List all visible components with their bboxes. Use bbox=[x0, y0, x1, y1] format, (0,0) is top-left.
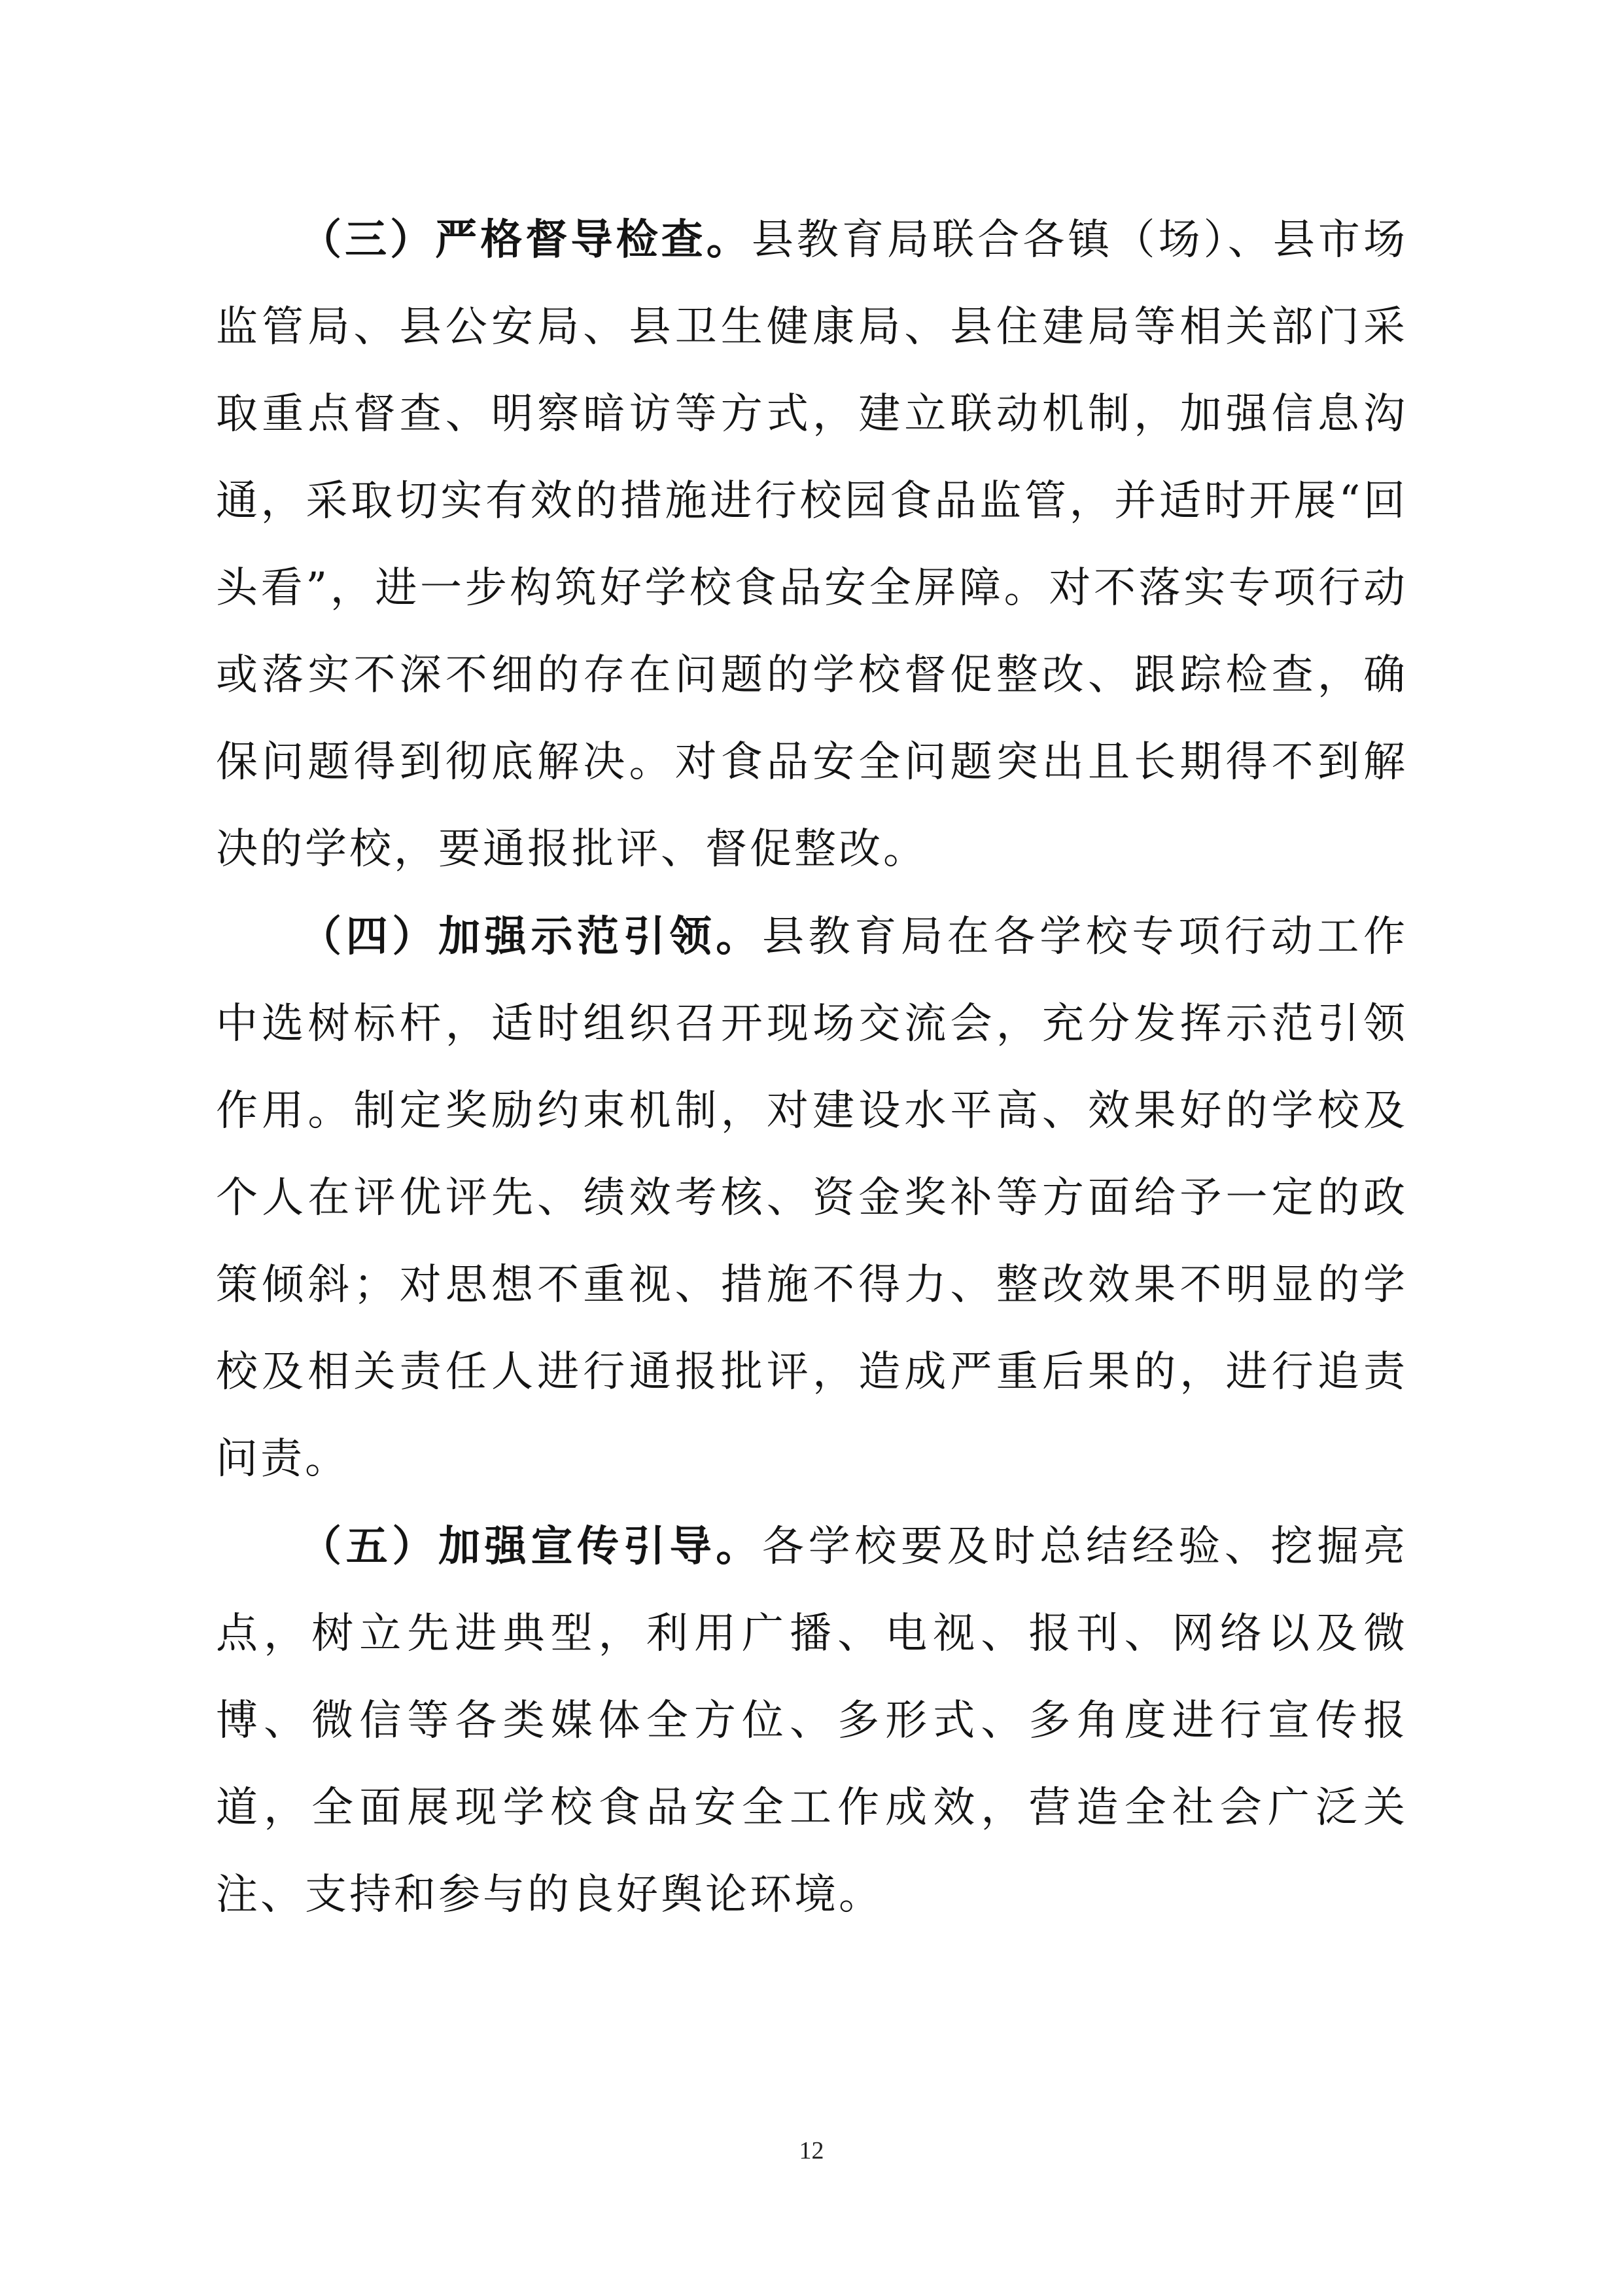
paragraph-heading: （三）严格督导检查。 bbox=[300, 215, 752, 264]
paragraph-strict-supervision bbox=[216, 196, 1408, 893]
paragraph-heading: （五）加强宣传引导。 bbox=[300, 1522, 762, 1571]
paragraph-text: 县教育局在各学校专项行动工作中选树标杆，适时组织召开现场交流会，充分发挥示范引领作用。制定奖励约束机制，对建设水平高、效果好的学校及个人在评优评先、绩效考核、资金奖补等方面给予一定的政策倾斜；对思想不重视、措施不得力、整改效果不明显的学校及相关责任人进行通报批评，造成严重后果的，进行追责问责。 bbox=[216, 913, 1408, 1483]
page-number: 12 bbox=[799, 2137, 824, 2164]
paragraph-text: 县教育局联合各镇（场）、县市场监管局、县公安局、县卫生健康局、县住建局等相关部门采取重点督查、明察暗访等方式，建立联动机制，加强信息沟通，采取切实有效的措施进行校园食品监管，并适时开展“回头看”，进一步构筑好学校食品安全屏障。对不落实专项行动或落实不深不细的存在问题的学校督促整改、跟踪检查，确保问题得到彻底解决。对食品安全问题突出且长期得不到解决的学校，要通报批评、督促整改。 bbox=[216, 216, 1408, 874]
document-body bbox=[216, 196, 1408, 1939]
paragraph-publicity bbox=[216, 1503, 1408, 1939]
paragraph-demonstration bbox=[216, 893, 1408, 1503]
paragraph-text: 各学校要及时总结经验、挖掘亮点，树立先进典型，利用广播、电视、报刊、网络以及微博、微信等各类媒体全方位、多形式、多角度进行宣传报道，全面展现学校食品安全工作成效，营造全社会广泛关注、支持和参与的良好舆论环境。 bbox=[216, 1523, 1408, 1919]
paragraph-heading: （四）加强示范引领。 bbox=[300, 912, 762, 961]
